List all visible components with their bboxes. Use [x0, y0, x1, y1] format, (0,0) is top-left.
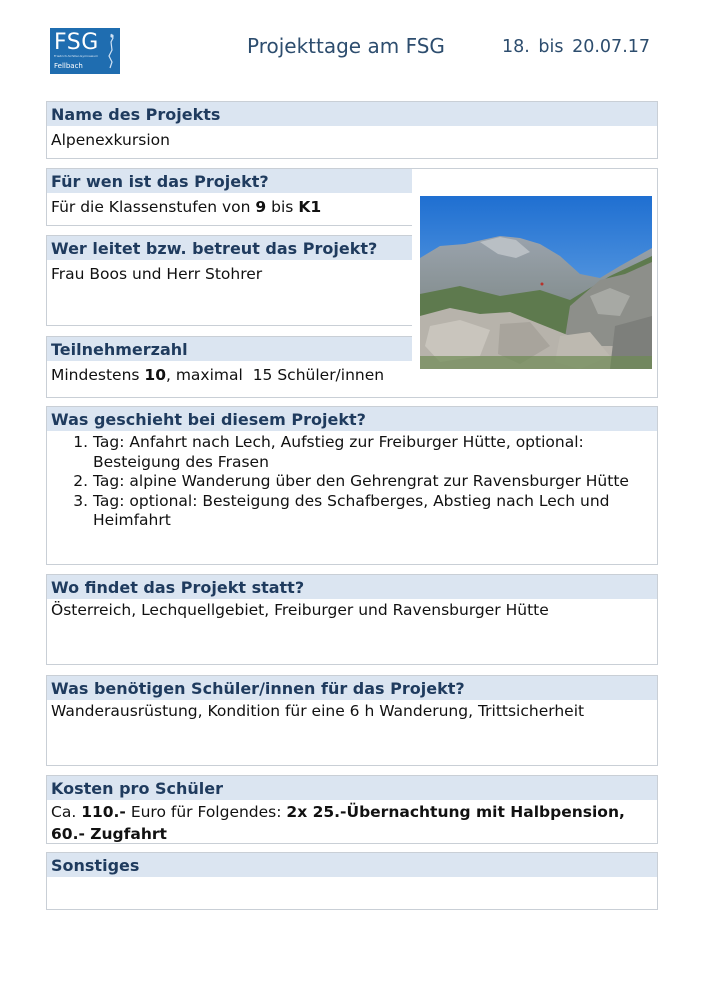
- participants-prefix: Mindestens: [51, 366, 140, 384]
- participants-middle: , maximal: [165, 366, 243, 384]
- date-separator: bis: [538, 37, 564, 57]
- requirements-value: Wanderausrüstung, Kondition für eine 6 h Wanderung, Trittsicherheit: [51, 702, 585, 720]
- section-participants: [46, 336, 413, 398]
- date-to: 20.07.17: [572, 37, 651, 57]
- logo-text: FSG: [54, 30, 99, 55]
- section-requirements: [46, 675, 658, 766]
- misc-value: [47, 877, 657, 885]
- audience-word: bis: [271, 198, 294, 216]
- section-heading: Name des Projekts: [47, 102, 657, 126]
- grade-to: K1: [298, 198, 322, 216]
- date-from: 18.: [502, 37, 530, 57]
- page-title: Projekttage am FSG: [247, 34, 445, 58]
- audience-prefix: Für die Klassenstufen von: [51, 198, 251, 216]
- logo-city: Fellbach: [54, 62, 83, 70]
- participants-value: [47, 361, 413, 389]
- costs-value: [47, 800, 657, 849]
- section-heading: Für wen ist das Projekt?: [47, 169, 413, 193]
- section-project-name: [46, 101, 658, 159]
- logo-figure-icon: [106, 32, 116, 70]
- list-item: 3. Tag: optional: Besteigung des Schafberges, Abstieg nach Lech und Heimfahrt: [93, 492, 657, 531]
- section-location: [46, 574, 658, 665]
- section-leaders: [46, 235, 413, 326]
- section-misc: [46, 852, 658, 910]
- section-heading: Teilnehmerzahl: [47, 337, 413, 361]
- section-activities: [46, 406, 658, 565]
- section-heading: Wer leitet bzw. betreut das Projekt?: [47, 236, 413, 260]
- location-value: Österreich, Lechquellgebiet, Freiburger und Ravensburger Hütte: [51, 601, 549, 619]
- list-item: 2. Tag: alpine Wanderung über den Gehrengrat zur Ravensburger Hütte: [93, 472, 657, 492]
- costs-amount: 110.-: [81, 803, 126, 821]
- participants-max: 15 Schüler/innen: [252, 366, 385, 384]
- section-heading: Was benötigen Schüler/innen für das Projekt?: [47, 676, 657, 700]
- project-name-value: Alpenexkursion: [51, 131, 170, 149]
- grade-from: 9: [255, 198, 267, 216]
- alpine-landscape-photo: [420, 196, 652, 369]
- section-heading: Wo findet das Projekt statt?: [47, 575, 657, 599]
- section-heading: Kosten pro Schüler: [47, 776, 657, 800]
- section-heading: Was geschieht bei diesem Projekt?: [47, 407, 657, 431]
- school-logo: [50, 28, 120, 74]
- participants-min: 10: [144, 366, 166, 384]
- activities-list: [47, 433, 657, 531]
- logo-subtitle: Friedrich-Schiller-Gymnasium: [54, 54, 99, 58]
- audience-value: [47, 193, 413, 221]
- leaders-value: Frau Boos und Herr Stohrer: [51, 265, 263, 283]
- section-heading: Sonstiges: [47, 853, 657, 877]
- section-audience: [46, 168, 413, 226]
- list-item: 1. Tag: Anfahrt nach Lech, Aufstieg zur Freiburger Hütte, optional: Besteigung des Frasen: [93, 433, 657, 472]
- photo-frame: [412, 168, 658, 398]
- section-costs: [46, 775, 658, 844]
- costs-middle: Euro für Folgendes:: [130, 803, 282, 821]
- costs-prefix: Ca.: [51, 803, 77, 821]
- costs-details: 2x 25.-Übernachtung mit Halbpension, 60.- Zugfahrt: [51, 803, 625, 843]
- project-dates: [502, 37, 653, 57]
